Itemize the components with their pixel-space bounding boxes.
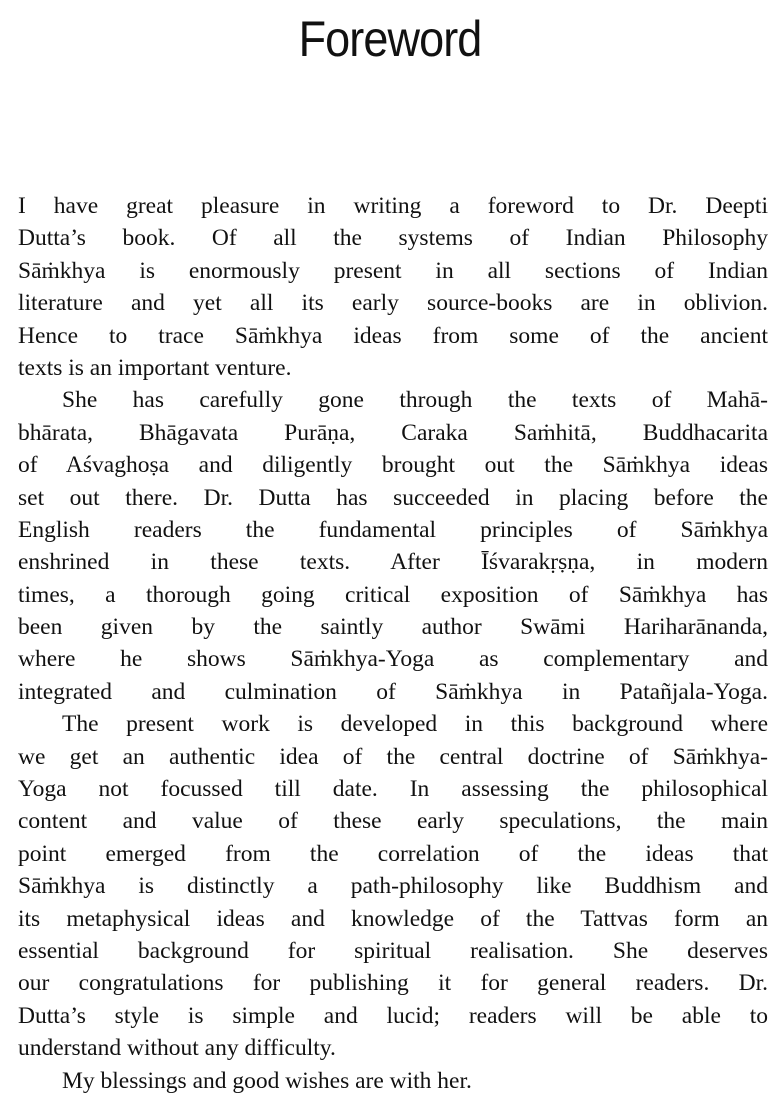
text-line: understand without any difficulty. bbox=[18, 1035, 336, 1062]
text-line: Sāṁkhya is distinctly a path-philosophy like Buddhism and bbox=[18, 873, 768, 900]
text-line: Dutta’s style is simple and lucid; readers will be able to bbox=[18, 1002, 768, 1029]
text-line: essential background for spiritual realisation. She deserves bbox=[18, 937, 768, 964]
text-line: where he shows Sāṁkhya-Yoga as complementary and bbox=[18, 646, 768, 673]
foreword-body bbox=[18, 190, 768, 1097]
text-line: been given by the saintly author Swāmi Hariharānanda, bbox=[18, 614, 768, 641]
text-line: My blessings and good wishes are with her. bbox=[62, 1067, 472, 1094]
text-line: its metaphysical ideas and knowledge of the Tattvas form an bbox=[18, 905, 768, 932]
text-line: English readers the fundamental principles of Sāṁkhya bbox=[18, 516, 768, 543]
text-line: Hence to trace Sāṁkhya ideas from some of the ancient bbox=[18, 322, 768, 349]
text-line: set out there. Dr. Dutta has succeeded in placing before the bbox=[18, 484, 768, 511]
text-line: of Aśvaghoṣa and diligently brought out the Sāṁkhya ideas bbox=[18, 452, 768, 479]
text-line: literature and yet all its early source-books are in oblivion. bbox=[18, 290, 768, 317]
text-line: point emerged from the correlation of the ideas that bbox=[18, 840, 768, 867]
text-line: Yoga not focussed till date. In assessing the philosophical bbox=[18, 776, 768, 803]
text-line: texts is an important venture. bbox=[18, 354, 292, 381]
text-line: Sāṁkhya is enormously present in all sections of Indian bbox=[18, 257, 768, 284]
text-line: enshrined in these texts. After Īśvarakṛṣṇa, in modern bbox=[18, 549, 768, 576]
text-line: we get an authentic idea of the central doctrine of Sāṁkhya- bbox=[18, 743, 768, 770]
text-line: I have great pleasure in writing a foreword to Dr. Deepti bbox=[18, 193, 768, 219]
text-line: our congratulations for publishing it for general readers. Dr. bbox=[18, 970, 768, 997]
text-line: bhārata, Bhāgavata Purāṇa, Caraka Saṁhitā, Buddhacarita bbox=[18, 419, 768, 446]
text-line: content and value of these early speculations, the main bbox=[18, 808, 768, 835]
text-line: The present work is developed in this background where bbox=[62, 711, 768, 738]
text-line: Dutta’s book. Of all the systems of Indian Philosophy bbox=[18, 225, 768, 252]
text-line: She has carefully gone through the texts of Mahā- bbox=[62, 387, 768, 414]
text-line: integrated and culmination of Sāṁkhya in Patañjala-Yoga. bbox=[18, 678, 768, 705]
page-title: Foreword bbox=[298, 11, 482, 67]
text-line: times, a thorough going critical exposition of Sāṁkhya has bbox=[18, 581, 768, 608]
